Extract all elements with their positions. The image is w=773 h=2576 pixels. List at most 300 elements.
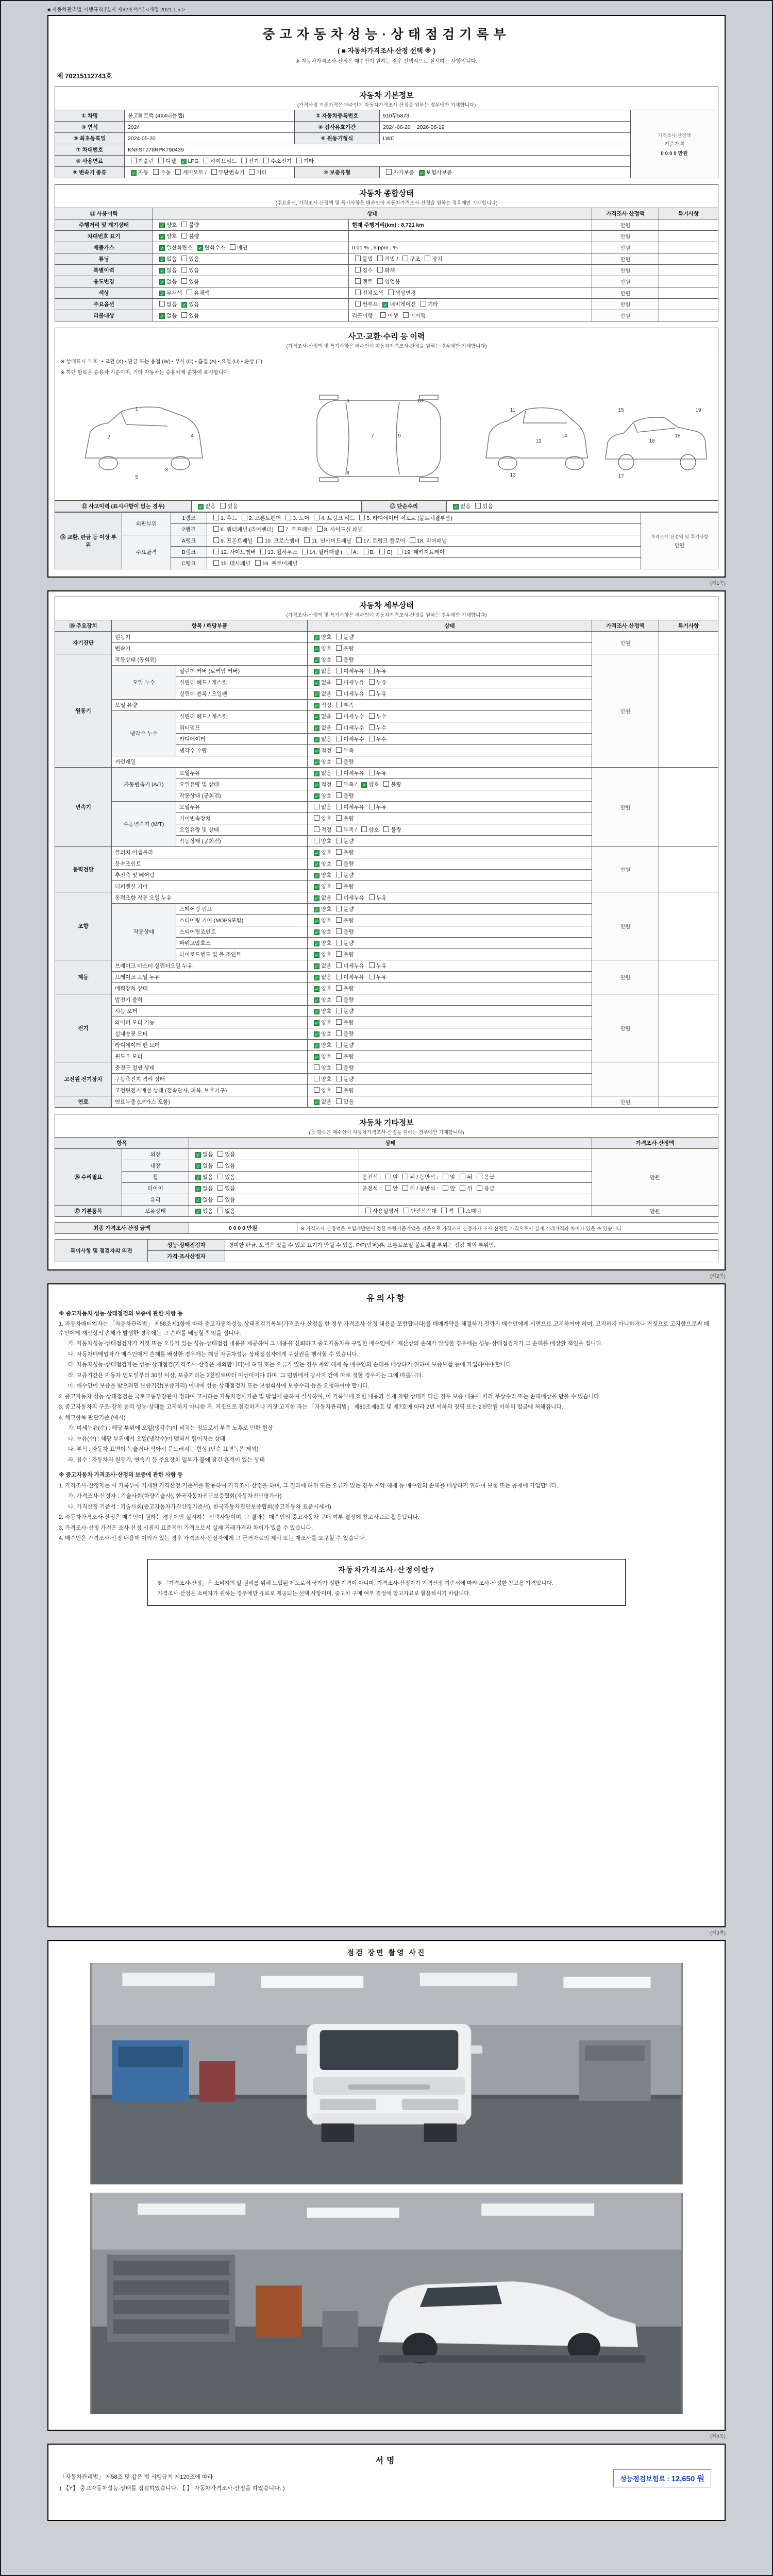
fuel-type-options: 가솔린 디젤 ✓ LPG 하이브리드 전기 수소전기 기타 — [125, 156, 631, 167]
checkbox-checked[interactable]: ✓ — [362, 783, 366, 788]
state-cell: ✓ 양호 불량 — [308, 994, 592, 1006]
checkbox[interactable] — [217, 1185, 223, 1191]
summary-row — [55, 242, 718, 253]
checkbox-checked[interactable]: ✓ — [314, 760, 319, 765]
checkbox[interactable] — [380, 312, 386, 318]
note-cell — [659, 253, 718, 265]
checkbox[interactable] — [361, 826, 367, 832]
checkbox[interactable] — [355, 267, 361, 273]
state-extra: 썬루프 ✓ 네비게이션 기타 — [349, 299, 592, 310]
checkbox-checked[interactable]: ✓ — [314, 907, 319, 912]
checkbox[interactable] — [336, 838, 342, 843]
state-cell: ✓ 없음 있음 — [153, 310, 349, 321]
checkbox[interactable] — [336, 1008, 342, 1013]
checkbox[interactable] — [211, 169, 217, 175]
checkbox[interactable] — [336, 1053, 342, 1059]
checkbox[interactable] — [314, 804, 320, 809]
checkbox[interactable] — [336, 872, 342, 877]
checkbox[interactable] — [460, 1174, 465, 1179]
checkbox-checked[interactable]: ✓ — [314, 1009, 319, 1014]
state-cell: ✓ 없음 있음 — [189, 1149, 359, 1160]
state-cell: ✓ 없음 미세누수 누수 — [308, 722, 592, 734]
checkbox[interactable] — [336, 690, 342, 696]
checkbox-checked[interactable]: ✓ — [160, 223, 164, 228]
checkbox[interactable] — [336, 940, 342, 945]
state-cell: ✓ 양호 불량 — [308, 643, 592, 654]
checkbox[interactable] — [365, 1208, 371, 1213]
checkbox[interactable] — [314, 1076, 320, 1081]
checkbox[interactable] — [355, 256, 361, 261]
part-label: 스티어링조인트 — [176, 926, 308, 938]
diagram-part-number: 15 — [618, 408, 624, 413]
checkbox[interactable] — [159, 301, 165, 307]
notice-paragraph: 가. 자동차성능·상태점검자가 거짓 또는 오류가 있는 성능·상태점검 내용을 제공하여 그 내용을 신뢰하고 중고자동차를 구입한 매수인에게 재산상의 손해가 발생한 경우에는 성능·상태점검자가 그 손해를 배상할 책임을 집니다. — [68, 1341, 603, 1347]
state-extra: 운전석 : 앞 뒤 / 동반석 : 앞 뒤 응급 — [359, 1172, 592, 1183]
checkbox[interactable] — [336, 974, 342, 979]
checkbox[interactable] — [255, 560, 261, 566]
basic-info-table — [55, 110, 718, 178]
checkbox[interactable] — [181, 233, 187, 239]
checkbox-checked[interactable]: ✓ — [314, 885, 319, 890]
detail-table — [55, 620, 718, 1108]
accident-history-table — [55, 500, 718, 512]
checkbox[interactable] — [242, 515, 247, 520]
state-cell: ✓ 일산화탄소 ✓ 탄화수소 매연 — [153, 242, 349, 253]
sheet-4-photos — [47, 1940, 726, 2431]
checkbox[interactable] — [377, 267, 383, 273]
checkbox[interactable] — [336, 996, 342, 1002]
checkbox[interactable] — [314, 515, 320, 520]
checkbox[interactable] — [158, 158, 164, 163]
checkbox[interactable] — [443, 1185, 448, 1191]
checkbox-checked[interactable]: ✓ — [314, 1032, 319, 1037]
checkbox[interactable] — [257, 537, 263, 543]
part-label: 오일누유 — [176, 802, 308, 813]
checkbox[interactable] — [336, 1019, 342, 1025]
checkbox[interactable] — [336, 645, 342, 651]
note-cell — [659, 960, 718, 994]
checkbox-checked[interactable]: ✓ — [198, 246, 202, 251]
checkbox[interactable] — [204, 158, 209, 163]
detail-row — [55, 960, 718, 972]
checkbox-checked[interactable]: ✓ — [314, 794, 319, 799]
checkbox[interactable] — [336, 1087, 342, 1093]
checkbox-checked[interactable]: ✓ — [383, 302, 388, 308]
checkbox-checked[interactable]: ✓ — [314, 941, 319, 946]
checkbox[interactable] — [296, 158, 302, 163]
checkbox[interactable] — [383, 781, 389, 787]
checkbox[interactable] — [356, 537, 362, 543]
checkbox-checked[interactable]: ✓ — [314, 919, 319, 924]
checkbox[interactable] — [379, 549, 385, 554]
checkbox[interactable] — [336, 1042, 342, 1047]
checkbox[interactable] — [336, 656, 342, 662]
checkbox[interactable] — [355, 290, 361, 295]
checkbox[interactable] — [369, 974, 375, 979]
item-sub-label: 수동변속기 (M/T) — [112, 802, 176, 847]
checkbox[interactable] — [336, 736, 342, 741]
checkbox[interactable] — [336, 962, 342, 968]
checkbox-checked[interactable]: ✓ — [182, 302, 187, 308]
checkbox[interactable] — [403, 312, 409, 318]
checkbox[interactable] — [386, 169, 392, 175]
field-label: ① 차명 — [55, 110, 125, 122]
diagram-part-number: 3 — [165, 467, 168, 473]
checkbox-checked[interactable]: ✓ — [314, 987, 319, 992]
checkbox[interactable] — [213, 515, 219, 520]
checkbox-checked[interactable]: ✓ — [314, 692, 319, 697]
checkbox[interactable] — [441, 1208, 447, 1213]
checkbox[interactable] — [336, 860, 342, 866]
checkbox[interactable] — [355, 301, 361, 307]
checkbox[interactable] — [187, 290, 192, 295]
checkbox-checked[interactable]: ✓ — [196, 1153, 200, 1158]
checkbox-checked[interactable]: ✓ — [419, 171, 424, 176]
fee-label: 성능점검보험료 : — [619, 2475, 669, 2483]
checkbox[interactable] — [278, 526, 284, 532]
page-mark: (제4쪽) — [710, 2434, 726, 2439]
checkbox[interactable] — [336, 928, 342, 934]
checkbox[interactable] — [336, 815, 342, 821]
part-label: 실린더 커버 (로커암 커버) — [176, 666, 308, 677]
checkbox[interactable] — [369, 962, 375, 968]
note-cell — [659, 299, 718, 310]
diagram-part-number: 13 — [510, 472, 516, 478]
column-header: 항목 / 해당부품 — [112, 620, 308, 632]
checkbox-checked[interactable]: ✓ — [314, 851, 319, 856]
checkbox[interactable] — [175, 169, 181, 175]
checkbox[interactable] — [336, 849, 342, 855]
price-survey-info-box — [147, 1559, 625, 1606]
checkbox[interactable] — [181, 256, 187, 261]
checkbox-checked[interactable]: ✓ — [453, 504, 458, 510]
item-label: 휠 — [122, 1172, 189, 1183]
checkbox-checked[interactable]: ✓ — [314, 726, 319, 731]
checkbox[interactable] — [359, 515, 365, 520]
section-title: 자동차 기타정보 — [359, 1118, 414, 1127]
checkbox-checked[interactable]: ✓ — [314, 681, 319, 686]
checkbox-checked[interactable]: ✓ — [196, 1209, 200, 1214]
checkbox-checked[interactable]: ✓ — [314, 658, 319, 663]
state-cell: ✓ 없음 미세누유 누유 — [308, 666, 592, 677]
notices-title: 유의사항 — [366, 1294, 407, 1303]
checkbox-checked[interactable]: ✓ — [160, 280, 164, 285]
diagram-part-number: 12 — [535, 438, 542, 444]
checkbox[interactable] — [402, 256, 408, 261]
checkbox-checked[interactable]: ✓ — [314, 862, 319, 867]
state-cell: ✓ 양호 불량 — [308, 904, 592, 915]
checkbox[interactable] — [346, 549, 351, 554]
inspector-comment: 경미한 판금, 도색은 있을 수 있고 표기가 안될 수 있음. P/P(범퍼)류, 프론트쏘일 볼트체결 부위는 점검 제외 부위임. — [225, 1240, 718, 1251]
checkbox[interactable] — [369, 713, 375, 719]
checkbox[interactable] — [304, 537, 310, 543]
rank-label: C랭크 — [171, 558, 207, 569]
checkbox[interactable] — [230, 244, 236, 250]
checkbox[interactable] — [213, 560, 219, 566]
checkbox-checked[interactable]: ✓ — [314, 930, 319, 935]
diagram-part-number: 11 — [510, 408, 516, 413]
checkbox[interactable] — [314, 1087, 320, 1093]
checkbox[interactable] — [388, 290, 394, 295]
checkbox-checked[interactable]: ✓ — [196, 1187, 200, 1192]
part-label: 원동기 — [112, 632, 308, 643]
checkbox-checked[interactable]: ✓ — [314, 749, 319, 754]
checkbox[interactable] — [336, 679, 342, 685]
price-cell: 만원 — [592, 299, 659, 310]
checkbox[interactable] — [181, 278, 187, 284]
price-cell: 만원 — [592, 253, 659, 265]
checkbox[interactable] — [213, 537, 219, 543]
price-cell: 만원 — [592, 892, 659, 960]
checkbox[interactable] — [131, 158, 137, 163]
part-label: 클러치 어셈블리 — [112, 847, 308, 858]
checkbox[interactable] — [336, 985, 342, 991]
notice-paragraph: 라. 침수 : 자동차의 원동기, 변속기 등 주요장치 일부가 물에 잠긴 흔적이 있는 상태 — [68, 1456, 265, 1463]
state-cell: ✓ 양호 불량 — [308, 983, 592, 994]
state-extra: 0.01 % , 6 ppm , % — [349, 242, 592, 253]
state-extra: 전체도색 색상변경 — [349, 287, 592, 299]
accident-history-label: ⑫ 사고이력 (표시사항이 없는 경우) — [55, 501, 192, 512]
checkbox[interactable] — [369, 770, 375, 775]
checkbox[interactable] — [458, 1208, 464, 1213]
final-price-value: 0 0 0 0 만원 — [189, 1223, 297, 1234]
checkbox[interactable] — [336, 713, 342, 719]
checkbox[interactable] — [369, 736, 375, 741]
checkbox[interactable] — [213, 549, 219, 554]
checkbox[interactable] — [377, 278, 383, 284]
item-label: 배출가스 — [55, 242, 153, 253]
checkbox[interactable] — [181, 267, 187, 273]
checkbox[interactable] — [369, 894, 375, 900]
checkbox[interactable] — [217, 1162, 223, 1168]
state-cell: ✓ 없음 미세누수 누수 — [308, 711, 592, 722]
checkbox[interactable] — [217, 1174, 223, 1179]
checkbox[interactable] — [181, 312, 187, 318]
checkbox[interactable] — [336, 1030, 342, 1036]
checkbox[interactable] — [336, 1076, 342, 1081]
checkbox[interactable] — [369, 668, 375, 673]
checkbox[interactable] — [336, 826, 342, 832]
item-label: 튜닝 — [55, 253, 153, 265]
checkbox[interactable] — [369, 690, 375, 696]
state-cell: 양호 불량 — [308, 813, 592, 824]
part-label: 고전원전기배선 상태 (접속단자, 피복, 보호기구) — [112, 1085, 308, 1096]
checkbox[interactable] — [383, 826, 389, 832]
device-group-label: 변속기 — [55, 768, 112, 847]
price-cell: 만원 — [592, 287, 659, 299]
checkbox-checked[interactable]: ✓ — [314, 1043, 319, 1048]
checkbox[interactable] — [217, 1208, 223, 1213]
column-header: ⑪ 사용이력 — [55, 208, 153, 219]
field-label: ⑤ 최초등록일 — [55, 133, 125, 144]
checkbox-checked[interactable]: ✓ — [314, 737, 319, 742]
state-cell: ✓ 양호 불량 — [153, 219, 349, 231]
column-header: 가격조사·산정액 — [592, 208, 659, 219]
checkbox[interactable] — [314, 826, 320, 832]
checkbox-checked[interactable]: ✓ — [198, 504, 203, 510]
checkbox[interactable] — [285, 515, 291, 520]
checkbox[interactable] — [336, 781, 342, 787]
notice-paragraph: 4. 체크항목 판단기준 (예시) — [59, 1414, 126, 1421]
checkbox[interactable] — [336, 1098, 342, 1104]
checkbox[interactable] — [336, 758, 342, 764]
checkbox[interactable] — [336, 634, 342, 639]
checkbox[interactable] — [336, 917, 342, 923]
final-price-label: 최종 가격조사·산정 금액 — [55, 1223, 189, 1234]
note-cell — [659, 242, 718, 253]
part-label: 연료누출 (LP가스 포함) — [112, 1096, 308, 1108]
checkbox[interactable] — [241, 158, 247, 163]
checkbox-checked[interactable]: ✓ — [314, 635, 319, 640]
rank-items: 12. 사이드멤버 13. 휠하우스 14. 필러패널 ( A, B, C) 19. 패키지트레이 — [207, 547, 641, 558]
checkbox-checked[interactable]: ✓ — [314, 715, 319, 720]
checkbox[interactable] — [336, 894, 342, 900]
summary-row — [55, 287, 718, 299]
state-cell: ✓ 양호 불량 — [308, 870, 592, 881]
notice-paragraph: 나. 자동차매매업자가 매수인에게 손해를 배상한 경우에는 해당 자동차성능·상태점검자에게 구상권을 행사할 수 있습니다. — [68, 1351, 359, 1358]
state-cell: ✓ 양호 불량 — [153, 231, 349, 242]
checkbox[interactable] — [336, 724, 342, 730]
notice-paragraph: 나. 누유(수) : 해당 부위에서 오일(냉각수)이 맺혀서 떨어지는 상태 — [68, 1435, 226, 1442]
checkbox[interactable] — [377, 256, 383, 261]
checkbox[interactable] — [317, 526, 323, 532]
state-cell: 양호 불량 — [308, 836, 592, 847]
checkbox-checked[interactable]: ✓ — [314, 783, 319, 788]
checkbox[interactable] — [425, 256, 430, 261]
checkbox-checked[interactable]: ✓ — [314, 896, 319, 901]
checkbox[interactable] — [477, 1174, 482, 1179]
checkbox-checked[interactable]: ✓ — [314, 1021, 319, 1026]
state-cell: ✓ 없음 미세누유 누유 — [308, 892, 592, 904]
checkbox[interactable] — [336, 747, 342, 753]
checkbox-checked[interactable]: ✓ — [196, 1164, 200, 1169]
checkbox[interactable] — [336, 668, 342, 673]
checkbox[interactable] — [443, 1174, 448, 1179]
part-label: 시동 모터 — [112, 1006, 308, 1017]
checkbox[interactable] — [421, 301, 426, 307]
checkbox[interactable] — [460, 1185, 465, 1191]
checkbox[interactable] — [369, 679, 375, 685]
panel-rank-row — [55, 535, 718, 547]
checkbox-checked[interactable]: ✓ — [196, 1175, 200, 1180]
checkbox[interactable] — [336, 702, 342, 707]
state-cell: ✓ 양호 불량 — [308, 949, 592, 960]
checkbox[interactable] — [220, 503, 226, 509]
item-sub-label: 작동상태 — [112, 904, 176, 960]
checkbox[interactable] — [402, 1185, 408, 1191]
checkbox[interactable] — [314, 1064, 320, 1070]
checkbox-checked[interactable]: ✓ — [160, 268, 164, 274]
panel-group-label: ⑭ 교환, 판금 등 이상 부위 — [55, 513, 122, 569]
checkbox[interactable] — [402, 1174, 408, 1179]
price-cell: 만원 — [592, 242, 659, 253]
state-cell: ✓ 양호 불량 — [308, 1028, 592, 1040]
notice-paragraph: 가. 미세누유(수) : 해당 부위에 오일(냉각수)이 비치는 정도로서 부품 노후로 인한 현상 — [68, 1425, 273, 1432]
checkbox[interactable] — [385, 1185, 391, 1191]
checkbox[interactable] — [369, 804, 375, 809]
checkbox[interactable] — [385, 1174, 391, 1179]
checkbox-checked[interactable]: ✓ — [160, 246, 164, 251]
checkbox[interactable] — [336, 951, 342, 957]
checkbox[interactable] — [181, 222, 187, 227]
checkbox[interactable] — [217, 1196, 223, 1202]
item-label: 리콜대상 — [55, 310, 153, 321]
checkbox-checked[interactable]: ✓ — [314, 953, 319, 958]
detail-row — [55, 847, 718, 858]
checkbox[interactable] — [217, 1151, 223, 1157]
damage-code-legend: ※ 상태표시 부호 : • 교환 (X) • 판금 또는 용접 (W) • 부식 (C) • 흠집 (A) • 요철 (U) • 손상 (T) — [60, 359, 262, 365]
field-label: ③ 연식 — [55, 122, 125, 133]
section-misc-header — [55, 1114, 718, 1137]
checkbox-checked[interactable]: ✓ — [160, 257, 164, 262]
checkbox[interactable] — [397, 549, 402, 554]
checkbox[interactable] — [477, 1185, 482, 1191]
part-label: 냉각수 수량 — [176, 745, 308, 756]
checkbox-checked[interactable]: ✓ — [131, 171, 136, 176]
page-mark: (제1쪽) — [710, 581, 726, 586]
note-cell — [659, 287, 718, 299]
checkbox-checked[interactable]: ✓ — [314, 964, 319, 969]
checkbox-checked[interactable]: ✓ — [314, 647, 319, 652]
checkbox[interactable] — [263, 158, 269, 163]
checkbox[interactable] — [213, 526, 219, 532]
checkbox-checked[interactable]: ✓ — [160, 314, 164, 319]
checkbox-checked[interactable]: ✓ — [314, 998, 319, 1003]
checkbox[interactable] — [355, 278, 361, 284]
checkbox[interactable] — [302, 549, 308, 554]
checkbox[interactable] — [153, 169, 159, 175]
checkbox[interactable] — [363, 549, 368, 554]
transmission-options: ✓ 자동 수동 세미오토 / 무단변속기 기타 — [125, 167, 295, 178]
checkbox[interactable] — [314, 838, 320, 843]
checkbox-checked[interactable]: ✓ — [314, 873, 319, 878]
checkbox-checked[interactable]: ✓ — [314, 771, 319, 776]
checkbox[interactable] — [260, 549, 266, 554]
device-group-label: 전기 — [55, 994, 112, 1062]
checkbox[interactable] — [314, 815, 320, 821]
checkbox[interactable] — [336, 906, 342, 911]
checkbox-checked[interactable]: ✓ — [314, 1100, 319, 1105]
checkbox-checked[interactable]: ✓ — [314, 975, 319, 980]
summary-row — [55, 219, 718, 231]
notice-paragraph: 3. 가격조사·산정 가격은 조사·산정 시점의 표준적인 가격으로서 실제 거래가격과 차이가 있을 수 있습니다. — [59, 1524, 313, 1531]
checkbox-checked[interactable]: ✓ — [314, 703, 319, 708]
checkbox-checked[interactable]: ✓ — [181, 159, 186, 164]
checkbox-checked[interactable]: ✓ — [314, 669, 319, 674]
checkbox-checked[interactable]: ✓ — [160, 234, 164, 240]
checkbox[interactable] — [336, 883, 342, 889]
checkbox-checked[interactable]: ✓ — [160, 291, 164, 296]
notice-paragraph: 다. 부식 : 자동차 표면이 녹슬거나 삭아서 문드러지는 현상 (단순 표면녹은 제외) — [68, 1446, 259, 1453]
checkbox[interactable] — [336, 804, 342, 809]
checkbox[interactable] — [404, 1208, 409, 1213]
state-cell: ✓ 없음 있음 — [189, 1183, 359, 1194]
checkbox[interactable] — [249, 169, 255, 175]
checkbox-checked[interactable]: ✓ — [314, 1055, 319, 1060]
checkbox[interactable] — [475, 503, 481, 509]
checkbox[interactable] — [369, 724, 375, 730]
checkbox-checked[interactable]: ✓ — [196, 1198, 200, 1203]
diagram-part-number: 14 — [561, 433, 567, 439]
opinion-table — [55, 1239, 718, 1262]
checkbox[interactable] — [336, 792, 342, 798]
note-cell — [659, 768, 718, 847]
checkbox[interactable] — [336, 770, 342, 775]
price-cell: 만원 — [592, 265, 659, 276]
checkbox[interactable] — [410, 537, 415, 543]
checkbox[interactable] — [336, 1064, 342, 1070]
notice-paragraph: 나. 가격산정 기준서 : 기술사회(중고자동차가격산정기준서), 한국자동차진단보증협회(중고자동차 표준시세서) — [68, 1503, 331, 1510]
